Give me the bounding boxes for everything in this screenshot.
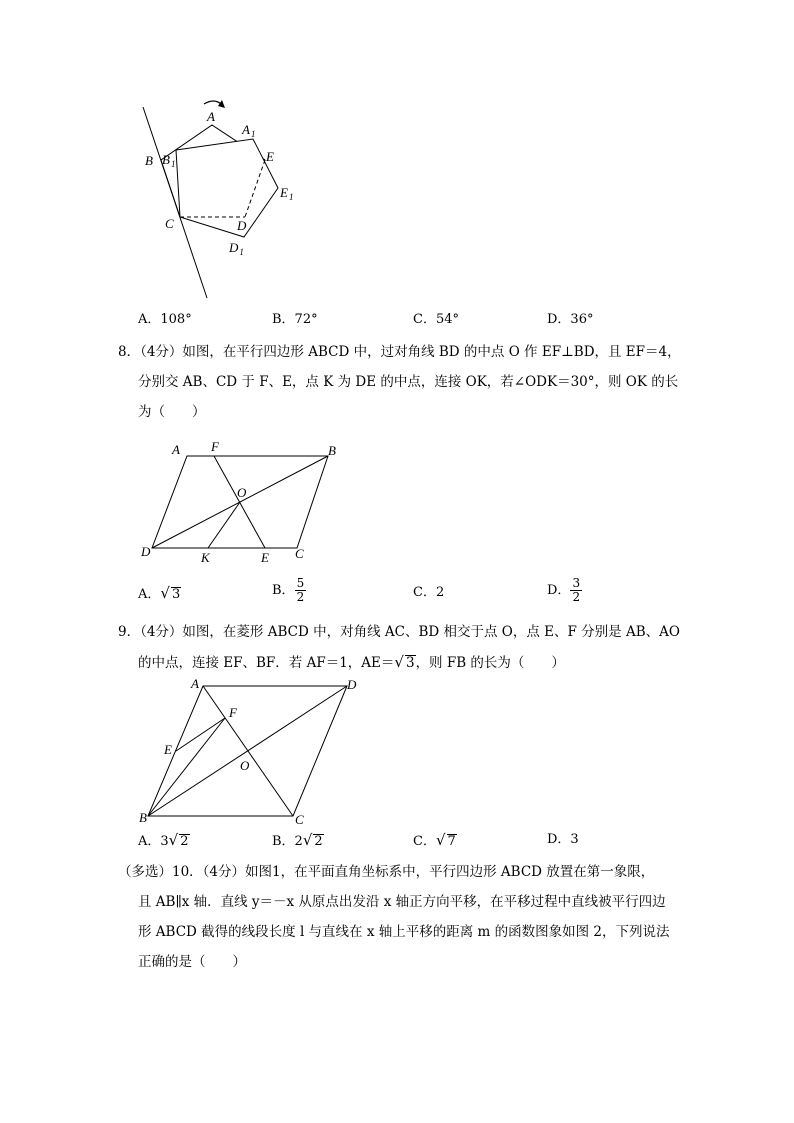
segment-ef	[176, 718, 225, 751]
q8-option-b-prefix: B．	[272, 583, 295, 598]
fig7-label-d1: $D_1$	[229, 240, 244, 257]
q9-option-a[interactable]	[138, 830, 190, 852]
fig9-label-f: F	[229, 705, 237, 720]
fig7-label-d: D	[237, 218, 247, 233]
q9-option-a-prefix: A．3	[138, 834, 169, 849]
q9-stem-line2	[138, 652, 565, 673]
q7-option-d[interactable]: D．36°	[547, 312, 594, 327]
q10-stem-line3: 形 ABCD 截得的线段长度 l 与直线在 x 轴上平移的距离 m 的函数图象如图 2，下列说法	[138, 924, 670, 940]
sqrt-icon: √	[435, 831, 446, 849]
rotation-arrowhead	[218, 100, 225, 108]
q9-option-a-radicand: 2	[180, 834, 189, 849]
fig8-label-o: O	[237, 485, 247, 500]
q9-option-c-prefix: C．	[413, 834, 436, 849]
q7-figure	[120, 90, 320, 305]
segment-bf	[148, 718, 225, 816]
q8-stem-line2: 分别交 AB、CD 于 F、E，点 K 为 DE 的中点，连接 OK，若∠ODK＝30°，则 OK 的长	[138, 374, 679, 390]
q8-option-b-denominator: 2	[296, 590, 305, 604]
q7-option-b[interactable]: B．72°	[272, 312, 318, 327]
fig7-label-b1: $B_1$	[162, 152, 176, 169]
fig8-label-k: K	[201, 550, 210, 565]
fig7-label-b: B	[145, 153, 153, 168]
q9-option-d[interactable]: D．3	[547, 832, 579, 847]
fig9-label-b: B	[139, 810, 147, 825]
q9-stem-line2-b: ，则 FB 的长为（ ）	[415, 655, 565, 671]
fig9-label-c: C	[295, 812, 304, 826]
segment-ok	[208, 502, 240, 548]
sqrt-icon: √	[160, 584, 170, 602]
q8-option-d-denominator: 2	[572, 590, 581, 604]
q8-option-d-numerator: 3	[572, 576, 581, 590]
fig9-label-d: D	[347, 677, 357, 692]
q8-option-d-fraction	[570, 577, 582, 604]
q8-option-a-radicand: 3	[171, 587, 181, 602]
q10-stem-line4: 正确的是（ ）	[138, 954, 246, 970]
fig7-label-c: C	[165, 216, 174, 231]
q8-option-b[interactable]	[272, 577, 306, 604]
sqrt-icon: √	[168, 831, 179, 849]
q8-option-a-prefix: A．	[138, 587, 161, 602]
q9-option-c-radicand: 7	[447, 834, 456, 849]
fig8-label-c: C	[295, 546, 304, 561]
q8-option-a[interactable]	[138, 583, 181, 605]
fig7-label-a1: $A_1$	[242, 122, 256, 139]
fig8-label-f: F	[211, 439, 219, 454]
fig7-label-e: E	[266, 149, 274, 164]
fig7-label-e1: $E_1$	[280, 185, 294, 202]
fig8-label-d: D	[141, 544, 151, 559]
q9-stem-line2-a: 的中点，连接 EF、BF．若 AF＝1，AE＝	[138, 655, 395, 671]
diagonal-bd	[148, 686, 347, 816]
q8-option-b-fraction	[295, 577, 307, 604]
q8-stem-line3: 为（ ）	[138, 404, 206, 420]
q8-option-b-numerator: 5	[296, 576, 305, 590]
q9-stem-line1: 9．（4分）如图，在菱形 ABCD 中，对角线 AC、BD 相交于点 O，点 E、F 分别是 AB、AO	[118, 624, 680, 640]
q8-option-c[interactable]: C．2	[413, 585, 445, 600]
q7-option-a[interactable]: A．108°	[138, 312, 192, 327]
q7-option-c[interactable]: C．54°	[413, 312, 459, 327]
fig7-label-a: A	[207, 109, 215, 124]
fig9-label-o: O	[240, 758, 250, 773]
q9-option-c[interactable]	[413, 830, 457, 852]
fig8-label-e: E	[261, 550, 269, 565]
q10-stem-line1: （多选）10．（4分）如图1，在平面直角坐标系中，平行四边形 ABCD 放置在第一象限，	[118, 864, 655, 880]
sqrt-icon: √	[394, 653, 404, 671]
q8-option-d-prefix: D．	[547, 583, 571, 598]
fig8-label-a: A	[172, 442, 180, 457]
q9-figure	[135, 674, 370, 826]
q10-stem-line2: 且 AB∥x 轴．直线 y＝－x 从原点出发沿 x 轴正方向平移，在平移过程中直线被平行四边	[138, 894, 666, 910]
q8-figure	[135, 435, 350, 570]
pentagon-a1b1cd1e1	[176, 139, 278, 237]
fig8-label-b: B	[328, 443, 336, 458]
q9-option-b-prefix: B．2	[272, 834, 303, 849]
q8-stem-line1: 8．（4分）如图，在平行四边形 ABCD 中，过对角线 BD 的中点 O 作 EF⊥BD，且 EF＝4，	[118, 344, 681, 360]
fig9-label-e: E	[164, 742, 172, 757]
fig9-label-a: A	[191, 676, 199, 691]
q9-option-b-radicand: 2	[314, 834, 323, 849]
q8-option-d[interactable]	[547, 577, 582, 604]
q9-option-b[interactable]	[272, 830, 324, 852]
sqrt-icon: √	[302, 831, 313, 849]
q9-stem-radicand: 3	[405, 655, 415, 671]
rotation-arrow	[204, 101, 221, 104]
